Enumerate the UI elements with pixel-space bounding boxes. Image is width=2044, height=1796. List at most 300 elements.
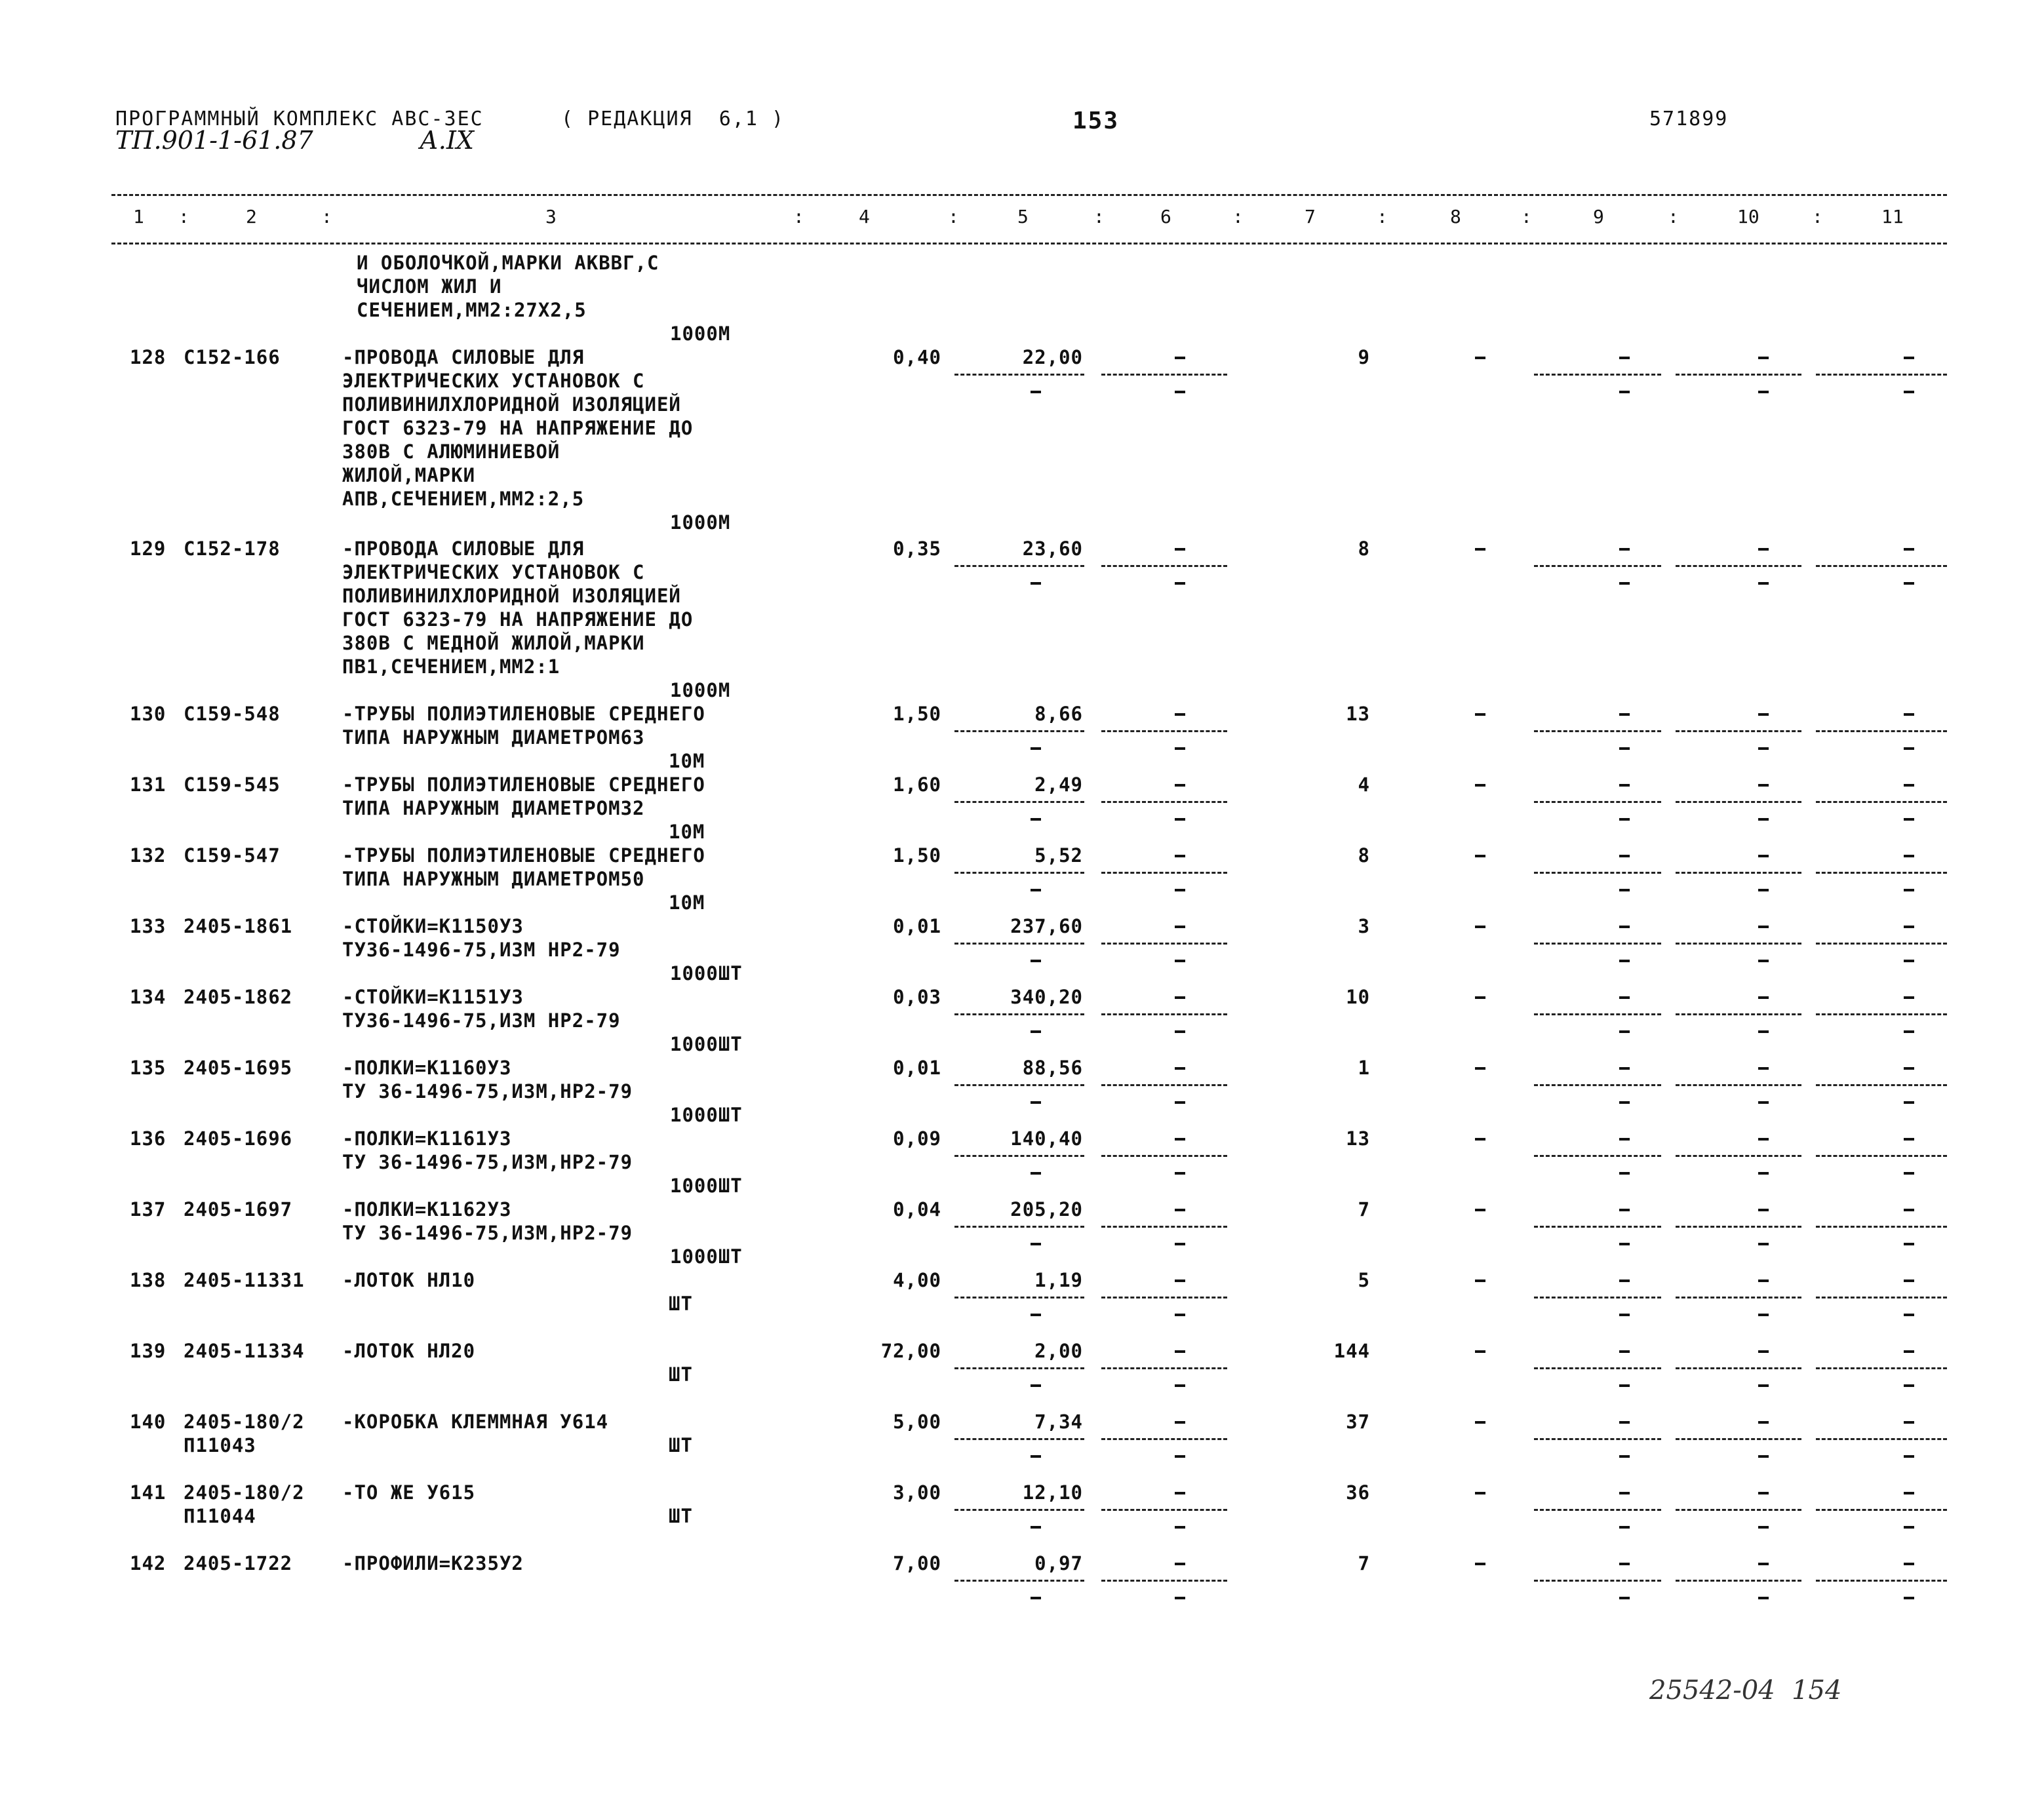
resource-code: 2405-1861 (184, 915, 293, 937)
empty-value-dash (1475, 1279, 1485, 1282)
empty-value-dash (1619, 1030, 1630, 1033)
empty-value-dash (1758, 1279, 1769, 1282)
column-7-value: 4 (1358, 773, 1370, 796)
column-number: 2 (246, 206, 257, 227)
unit-label: 10М (669, 891, 705, 914)
row-description: -ПОЛКИ=К1162У3 (342, 1198, 512, 1220)
fraction-line (1101, 801, 1227, 803)
column-separator: : (321, 206, 332, 227)
row-description: ЭЛЕКТРИЧЕСКИХ УСТАНОВОК С (342, 370, 645, 392)
fraction-line (1676, 1438, 1801, 1440)
empty-value-dash (1904, 784, 1914, 787)
fraction-line (1816, 1438, 1947, 1440)
empty-value-dash (1031, 818, 1041, 821)
fraction-line (1101, 1509, 1227, 1511)
empty-value-dash (1031, 1384, 1041, 1387)
unit-price: 1,19 (1034, 1269, 1083, 1291)
unit-price: 2,49 (1034, 773, 1083, 796)
empty-value-dash (1619, 582, 1630, 585)
row-description: ЖИЛОЙ,МАРКИ (342, 464, 476, 486)
fraction-line (954, 374, 1084, 376)
empty-value-dash (1619, 1526, 1630, 1529)
unit-label: ШТ (669, 1363, 693, 1386)
fraction-line (954, 1509, 1084, 1511)
resource-code: 2405-180/2 (184, 1481, 305, 1504)
empty-value-dash (1175, 889, 1185, 891)
empty-value-dash (1175, 1350, 1185, 1353)
column-separator: : (1377, 206, 1388, 227)
empty-value-dash (1475, 926, 1485, 928)
column-separator: : (1232, 206, 1244, 227)
resource-code: С159-548 (184, 703, 281, 725)
fraction-line (1676, 1367, 1801, 1369)
fraction-line (1676, 1084, 1801, 1086)
continuation-text: И ОБОЛОЧКОЙ,МАРКИ АКВВГ,С (357, 252, 659, 274)
project-code: ТП.901-1-61.87 (115, 126, 313, 155)
row-number: 134 (130, 986, 167, 1008)
unit-label: 10М (669, 750, 705, 772)
fraction-line (1534, 1013, 1661, 1015)
quantity: 1,50 (893, 844, 941, 867)
empty-value-dash (1175, 1421, 1185, 1424)
column-7-value: 1 (1358, 1057, 1370, 1079)
empty-value-dash (1175, 747, 1185, 750)
empty-value-dash (1904, 1243, 1914, 1245)
header-rule-top (111, 194, 1947, 196)
empty-value-dash (1619, 391, 1630, 393)
fraction-line (954, 1084, 1084, 1086)
empty-value-dash (1619, 1279, 1630, 1282)
empty-value-dash (1475, 548, 1485, 551)
quantity: 0,01 (893, 1057, 941, 1079)
fraction-line (1676, 374, 1801, 376)
unit-label: 1000М (670, 322, 731, 345)
empty-value-dash (1175, 1492, 1185, 1494)
fraction-line (1816, 1226, 1947, 1228)
empty-value-dash (1904, 889, 1914, 891)
row-number: 137 (130, 1198, 167, 1220)
row-description: АПВ,СЕЧЕНИЕМ,ММ2:2,5 (342, 488, 585, 510)
program-edition: ( РЕДАКЦИЯ 6,1 ) (561, 107, 785, 130)
row-number: 136 (130, 1127, 167, 1150)
empty-value-dash (1904, 1138, 1914, 1141)
column-separator: : (1521, 206, 1532, 227)
column-7-value: 37 (1346, 1411, 1370, 1433)
fraction-line (1676, 1013, 1801, 1015)
empty-value-dash (1904, 818, 1914, 821)
empty-value-dash (1175, 582, 1185, 585)
empty-value-dash (1904, 1314, 1914, 1316)
row-description: -ТО ЖЕ У615 (342, 1481, 476, 1504)
row-description: ГОСТ 6323-79 НА НАПРЯЖЕНИЕ ДО (342, 417, 694, 439)
column-number: 1 (133, 206, 144, 227)
row-description: ГОСТ 6323-79 НА НАПРЯЖЕНИЕ ДО (342, 608, 694, 631)
column-number: 7 (1305, 206, 1316, 227)
empty-value-dash (1175, 1526, 1185, 1529)
row-description: -ТРУБЫ ПОЛИЭТИЛЕНОВЫЕ СРЕДНЕГО (342, 703, 705, 725)
empty-value-dash (1175, 1314, 1185, 1316)
header-rule-bottom (111, 243, 1947, 244)
unit-price: 12,10 (1022, 1481, 1083, 1504)
column-7-value: 7 (1358, 1198, 1370, 1220)
empty-value-dash (1175, 855, 1185, 857)
empty-value-dash (1475, 1209, 1485, 1211)
empty-value-dash (1619, 784, 1630, 787)
empty-value-dash (1758, 1492, 1769, 1494)
resource-code: С159-545 (184, 773, 281, 796)
empty-value-dash (1758, 357, 1769, 359)
empty-value-dash (1475, 996, 1485, 999)
fraction-line (1534, 1155, 1661, 1157)
resource-code: 2405-1696 (184, 1127, 293, 1150)
empty-value-dash (1619, 960, 1630, 962)
empty-value-dash (1904, 1209, 1914, 1211)
fraction-line (1534, 1226, 1661, 1228)
empty-value-dash (1475, 1067, 1485, 1070)
empty-value-dash (1175, 1563, 1185, 1565)
row-description: ПОЛИВИНИЛХЛОРИДНОЙ ИЗОЛЯЦИЕЙ (342, 585, 681, 607)
empty-value-dash (1175, 391, 1185, 393)
empty-value-dash (1619, 1563, 1630, 1565)
fraction-line (1816, 374, 1947, 376)
empty-value-dash (1904, 1030, 1914, 1033)
empty-value-dash (1619, 1455, 1630, 1458)
column-7-value: 13 (1346, 703, 1370, 725)
empty-value-dash (1904, 582, 1914, 585)
quantity: 0,04 (893, 1198, 941, 1220)
empty-value-dash (1031, 1172, 1041, 1175)
unit-label: 1000ШТ (670, 962, 743, 985)
empty-value-dash (1758, 818, 1769, 821)
empty-value-dash (1904, 996, 1914, 999)
row-number: 132 (130, 844, 167, 867)
empty-value-dash (1175, 713, 1185, 716)
empty-value-dash (1619, 1243, 1630, 1245)
empty-value-dash (1758, 889, 1769, 891)
column-separator: : (1093, 206, 1105, 227)
fraction-line (954, 943, 1084, 945)
row-description: ТИПА НАРУЖНЫМ ДИАМЕТРОМ50 (342, 868, 645, 890)
empty-value-dash (1619, 357, 1630, 359)
row-description: -ПРОФИЛИ=К235У2 (342, 1552, 524, 1574)
empty-value-dash (1619, 713, 1630, 716)
fraction-line (1816, 1367, 1947, 1369)
empty-value-dash (1619, 855, 1630, 857)
empty-value-dash (1758, 1455, 1769, 1458)
resource-code-extra: П11043 (184, 1434, 256, 1456)
fraction-line (954, 1297, 1084, 1298)
row-description: 380В С АЛЮМИНИЕВОЙ (342, 440, 560, 463)
fraction-line (1676, 565, 1801, 567)
empty-value-dash (1175, 1209, 1185, 1211)
empty-value-dash (1031, 889, 1041, 891)
unit-label: ШТ (669, 1505, 693, 1527)
row-number: 133 (130, 915, 167, 937)
row-description: -КОРОБКА КЛЕММНАЯ У614 (342, 1411, 609, 1433)
empty-value-dash (1904, 1279, 1914, 1282)
column-7-value: 8 (1358, 537, 1370, 560)
row-description: -СТОЙКИ=К1151У3 (342, 986, 524, 1008)
resource-code: 2405-1697 (184, 1198, 293, 1220)
fraction-line (1101, 1367, 1227, 1369)
empty-value-dash (1619, 1172, 1630, 1175)
row-description: -ПРОВОДА СИЛОВЫЕ ДЛЯ (342, 346, 585, 368)
fraction-line (954, 730, 1084, 732)
empty-value-dash (1619, 1350, 1630, 1353)
column-7-value: 36 (1346, 1481, 1370, 1504)
empty-value-dash (1175, 996, 1185, 999)
empty-value-dash (1904, 747, 1914, 750)
fraction-line (1816, 1297, 1947, 1298)
empty-value-dash (1758, 1101, 1769, 1104)
empty-value-dash (1904, 1101, 1914, 1104)
column-separator: : (1668, 206, 1679, 227)
column-7-value: 9 (1358, 346, 1370, 368)
resource-code: 2405-1695 (184, 1057, 293, 1079)
column-number: 5 (1017, 206, 1029, 227)
fraction-line (1534, 801, 1661, 803)
empty-value-dash (1475, 1563, 1485, 1565)
empty-value-dash (1619, 1314, 1630, 1316)
column-7-value: 13 (1346, 1127, 1370, 1150)
empty-value-dash (1475, 1138, 1485, 1141)
empty-value-dash (1758, 784, 1769, 787)
row-description: -ТРУБЫ ПОЛИЭТИЛЕНОВЫЕ СРЕДНЕГО (342, 844, 705, 867)
document-number: 571899 (1649, 107, 1729, 130)
row-number: 138 (130, 1269, 167, 1291)
fraction-line (1534, 1580, 1661, 1582)
unit-label: 1000М (670, 511, 731, 534)
unit-price: 8,66 (1034, 703, 1083, 725)
fraction-line (1676, 801, 1801, 803)
unit-price: 140,40 (1010, 1127, 1083, 1150)
empty-value-dash (1619, 747, 1630, 750)
resource-code: 2405-1722 (184, 1552, 293, 1574)
fraction-line (1676, 1297, 1801, 1298)
empty-value-dash (1619, 1421, 1630, 1424)
empty-value-dash (1175, 1138, 1185, 1141)
empty-value-dash (1619, 548, 1630, 551)
empty-value-dash (1031, 582, 1041, 585)
fraction-line (1101, 565, 1227, 567)
fraction-line (1676, 1226, 1801, 1228)
empty-value-dash (1904, 1350, 1914, 1353)
column-number: 10 (1737, 206, 1759, 227)
empty-value-dash (1904, 926, 1914, 928)
empty-value-dash (1031, 1101, 1041, 1104)
column-number: 11 (1881, 206, 1904, 227)
row-description: ТУ36-1496-75,ИЗМ НР2-79 (342, 939, 621, 961)
unit-price: 205,20 (1010, 1198, 1083, 1220)
empty-value-dash (1031, 391, 1041, 393)
empty-value-dash (1758, 1421, 1769, 1424)
quantity: 0,03 (893, 986, 941, 1008)
empty-value-dash (1904, 1384, 1914, 1387)
row-description: ПВ1,СЕЧЕНИЕМ,ММ2:1 (342, 655, 560, 678)
empty-value-dash (1758, 1067, 1769, 1070)
empty-value-dash (1031, 1314, 1041, 1316)
empty-value-dash (1031, 747, 1041, 750)
empty-value-dash (1758, 960, 1769, 962)
empty-value-dash (1904, 855, 1914, 857)
fraction-line (1816, 565, 1947, 567)
unit-label: ШТ (669, 1434, 693, 1456)
column-separator: : (948, 206, 959, 227)
empty-value-dash (1904, 1492, 1914, 1494)
row-description: ТУ 36-1496-75,ИЗМ,НР2-79 (342, 1080, 633, 1103)
unit-label: 1000М (670, 679, 731, 701)
column-7-value: 7 (1358, 1552, 1370, 1574)
row-number: 128 (130, 346, 167, 368)
fraction-line (1816, 1580, 1947, 1582)
quantity: 1,50 (893, 703, 941, 725)
empty-value-dash (1619, 889, 1630, 891)
empty-value-dash (1031, 1526, 1041, 1529)
fraction-line (1816, 730, 1947, 732)
empty-value-dash (1758, 1172, 1769, 1175)
fraction-line (954, 1013, 1084, 1015)
row-description: ЭЛЕКТРИЧЕСКИХ УСТАНОВОК С (342, 561, 645, 583)
empty-value-dash (1758, 996, 1769, 999)
fraction-line (1534, 565, 1661, 567)
row-number: 139 (130, 1340, 167, 1362)
quantity: 0,35 (893, 537, 941, 560)
fraction-line (1101, 1438, 1227, 1440)
unit-price: 2,00 (1034, 1340, 1083, 1362)
column-number: 9 (1593, 206, 1604, 227)
fraction-line (954, 1367, 1084, 1369)
empty-value-dash (1758, 1597, 1769, 1599)
row-description: -СТОЙКИ=К1150У3 (342, 915, 524, 937)
column-number: 4 (859, 206, 870, 227)
row-description: -ЛОТОК НЛ10 (342, 1269, 476, 1291)
empty-value-dash (1031, 1597, 1041, 1599)
empty-value-dash (1031, 1243, 1041, 1245)
column-7-value: 10 (1346, 986, 1370, 1008)
empty-value-dash (1475, 357, 1485, 359)
resource-code: 2405-11334 (184, 1340, 305, 1362)
row-number: 141 (130, 1481, 167, 1504)
empty-value-dash (1031, 960, 1041, 962)
empty-value-dash (1619, 1597, 1630, 1599)
fraction-line (1534, 730, 1661, 732)
fraction-line (1101, 1155, 1227, 1157)
unit-label: 10М (669, 821, 705, 843)
fraction-line (1534, 1084, 1661, 1086)
empty-value-dash (1175, 784, 1185, 787)
empty-value-dash (1758, 1138, 1769, 1141)
column-number: 6 (1160, 206, 1171, 227)
empty-value-dash (1175, 1067, 1185, 1070)
fraction-line (1534, 1509, 1661, 1511)
empty-value-dash (1175, 1597, 1185, 1599)
column-7-value: 8 (1358, 844, 1370, 867)
fraction-line (1101, 872, 1227, 874)
fraction-line (1101, 374, 1227, 376)
empty-value-dash (1619, 1492, 1630, 1494)
fraction-line (1816, 801, 1947, 803)
row-number: 142 (130, 1552, 167, 1574)
empty-value-dash (1758, 1563, 1769, 1565)
quantity: 5,00 (893, 1411, 941, 1433)
row-number: 140 (130, 1411, 167, 1433)
empty-value-dash (1758, 548, 1769, 551)
empty-value-dash (1175, 1455, 1185, 1458)
fraction-line (954, 1155, 1084, 1157)
empty-value-dash (1175, 1030, 1185, 1033)
fraction-line (1816, 1155, 1947, 1157)
row-description: -ТРУБЫ ПОЛИЭТИЛЕНОВЫЕ СРЕДНЕГО (342, 773, 705, 796)
fraction-line (1816, 1509, 1947, 1511)
fraction-line (954, 801, 1084, 803)
unit-label: 1000ШТ (670, 1245, 743, 1268)
empty-value-dash (1758, 391, 1769, 393)
program-name: ПРОГРАММНЫЙ КОМПЛЕКС АВС-3ЕС (115, 107, 484, 130)
fraction-line (1101, 1297, 1227, 1298)
fraction-line (1816, 1013, 1947, 1015)
empty-value-dash (1175, 926, 1185, 928)
page-number: 153 (1072, 107, 1120, 134)
empty-value-dash (1475, 784, 1485, 787)
empty-value-dash (1175, 960, 1185, 962)
empty-value-dash (1904, 1597, 1914, 1599)
empty-value-dash (1904, 960, 1914, 962)
fraction-line (1534, 943, 1661, 945)
unit-price: 22,00 (1022, 346, 1083, 368)
resource-code: 2405-11331 (184, 1269, 305, 1291)
row-description: ПОЛИВИНИЛХЛОРИДНОЙ ИЗОЛЯЦИЕЙ (342, 393, 681, 416)
resource-code: 2405-1862 (184, 986, 293, 1008)
column-separator: : (793, 206, 804, 227)
empty-value-dash (1619, 1101, 1630, 1104)
empty-value-dash (1175, 1101, 1185, 1104)
unit-label: 1000ШТ (670, 1104, 743, 1126)
row-description: ТУ36-1496-75,ИЗМ НР2-79 (342, 1009, 621, 1032)
fraction-line (1534, 872, 1661, 874)
unit-label: 1000ШТ (670, 1033, 743, 1055)
empty-value-dash (1175, 357, 1185, 359)
column-7-value: 3 (1358, 915, 1370, 937)
resource-code: С152-178 (184, 537, 281, 560)
fraction-line (1101, 1084, 1227, 1086)
empty-value-dash (1904, 1172, 1914, 1175)
empty-value-dash (1758, 1526, 1769, 1529)
empty-value-dash (1175, 548, 1185, 551)
row-description: -ЛОТОК НЛ20 (342, 1340, 476, 1362)
fraction-line (1676, 1580, 1801, 1582)
row-description: -ПОЛКИ=К1161У3 (342, 1127, 512, 1150)
unit-price: 23,60 (1022, 537, 1083, 560)
empty-value-dash (1619, 1067, 1630, 1070)
empty-value-dash (1758, 1384, 1769, 1387)
row-description: ТИПА НАРУЖНЫМ ДИАМЕТРОМ32 (342, 797, 645, 819)
fraction-line (1676, 943, 1801, 945)
empty-value-dash (1904, 391, 1914, 393)
quantity: 72,00 (880, 1340, 941, 1362)
empty-value-dash (1619, 1209, 1630, 1211)
quantity: 0,40 (893, 346, 941, 368)
unit-label: 1000ШТ (670, 1175, 743, 1197)
fraction-line (1676, 872, 1801, 874)
column-separator: : (1812, 206, 1823, 227)
empty-value-dash (1758, 1209, 1769, 1211)
empty-value-dash (1758, 747, 1769, 750)
row-description: ТУ 36-1496-75,ИЗМ,НР2-79 (342, 1222, 633, 1244)
empty-value-dash (1619, 1384, 1630, 1387)
empty-value-dash (1904, 713, 1914, 716)
empty-value-dash (1904, 1526, 1914, 1529)
empty-value-dash (1904, 548, 1914, 551)
